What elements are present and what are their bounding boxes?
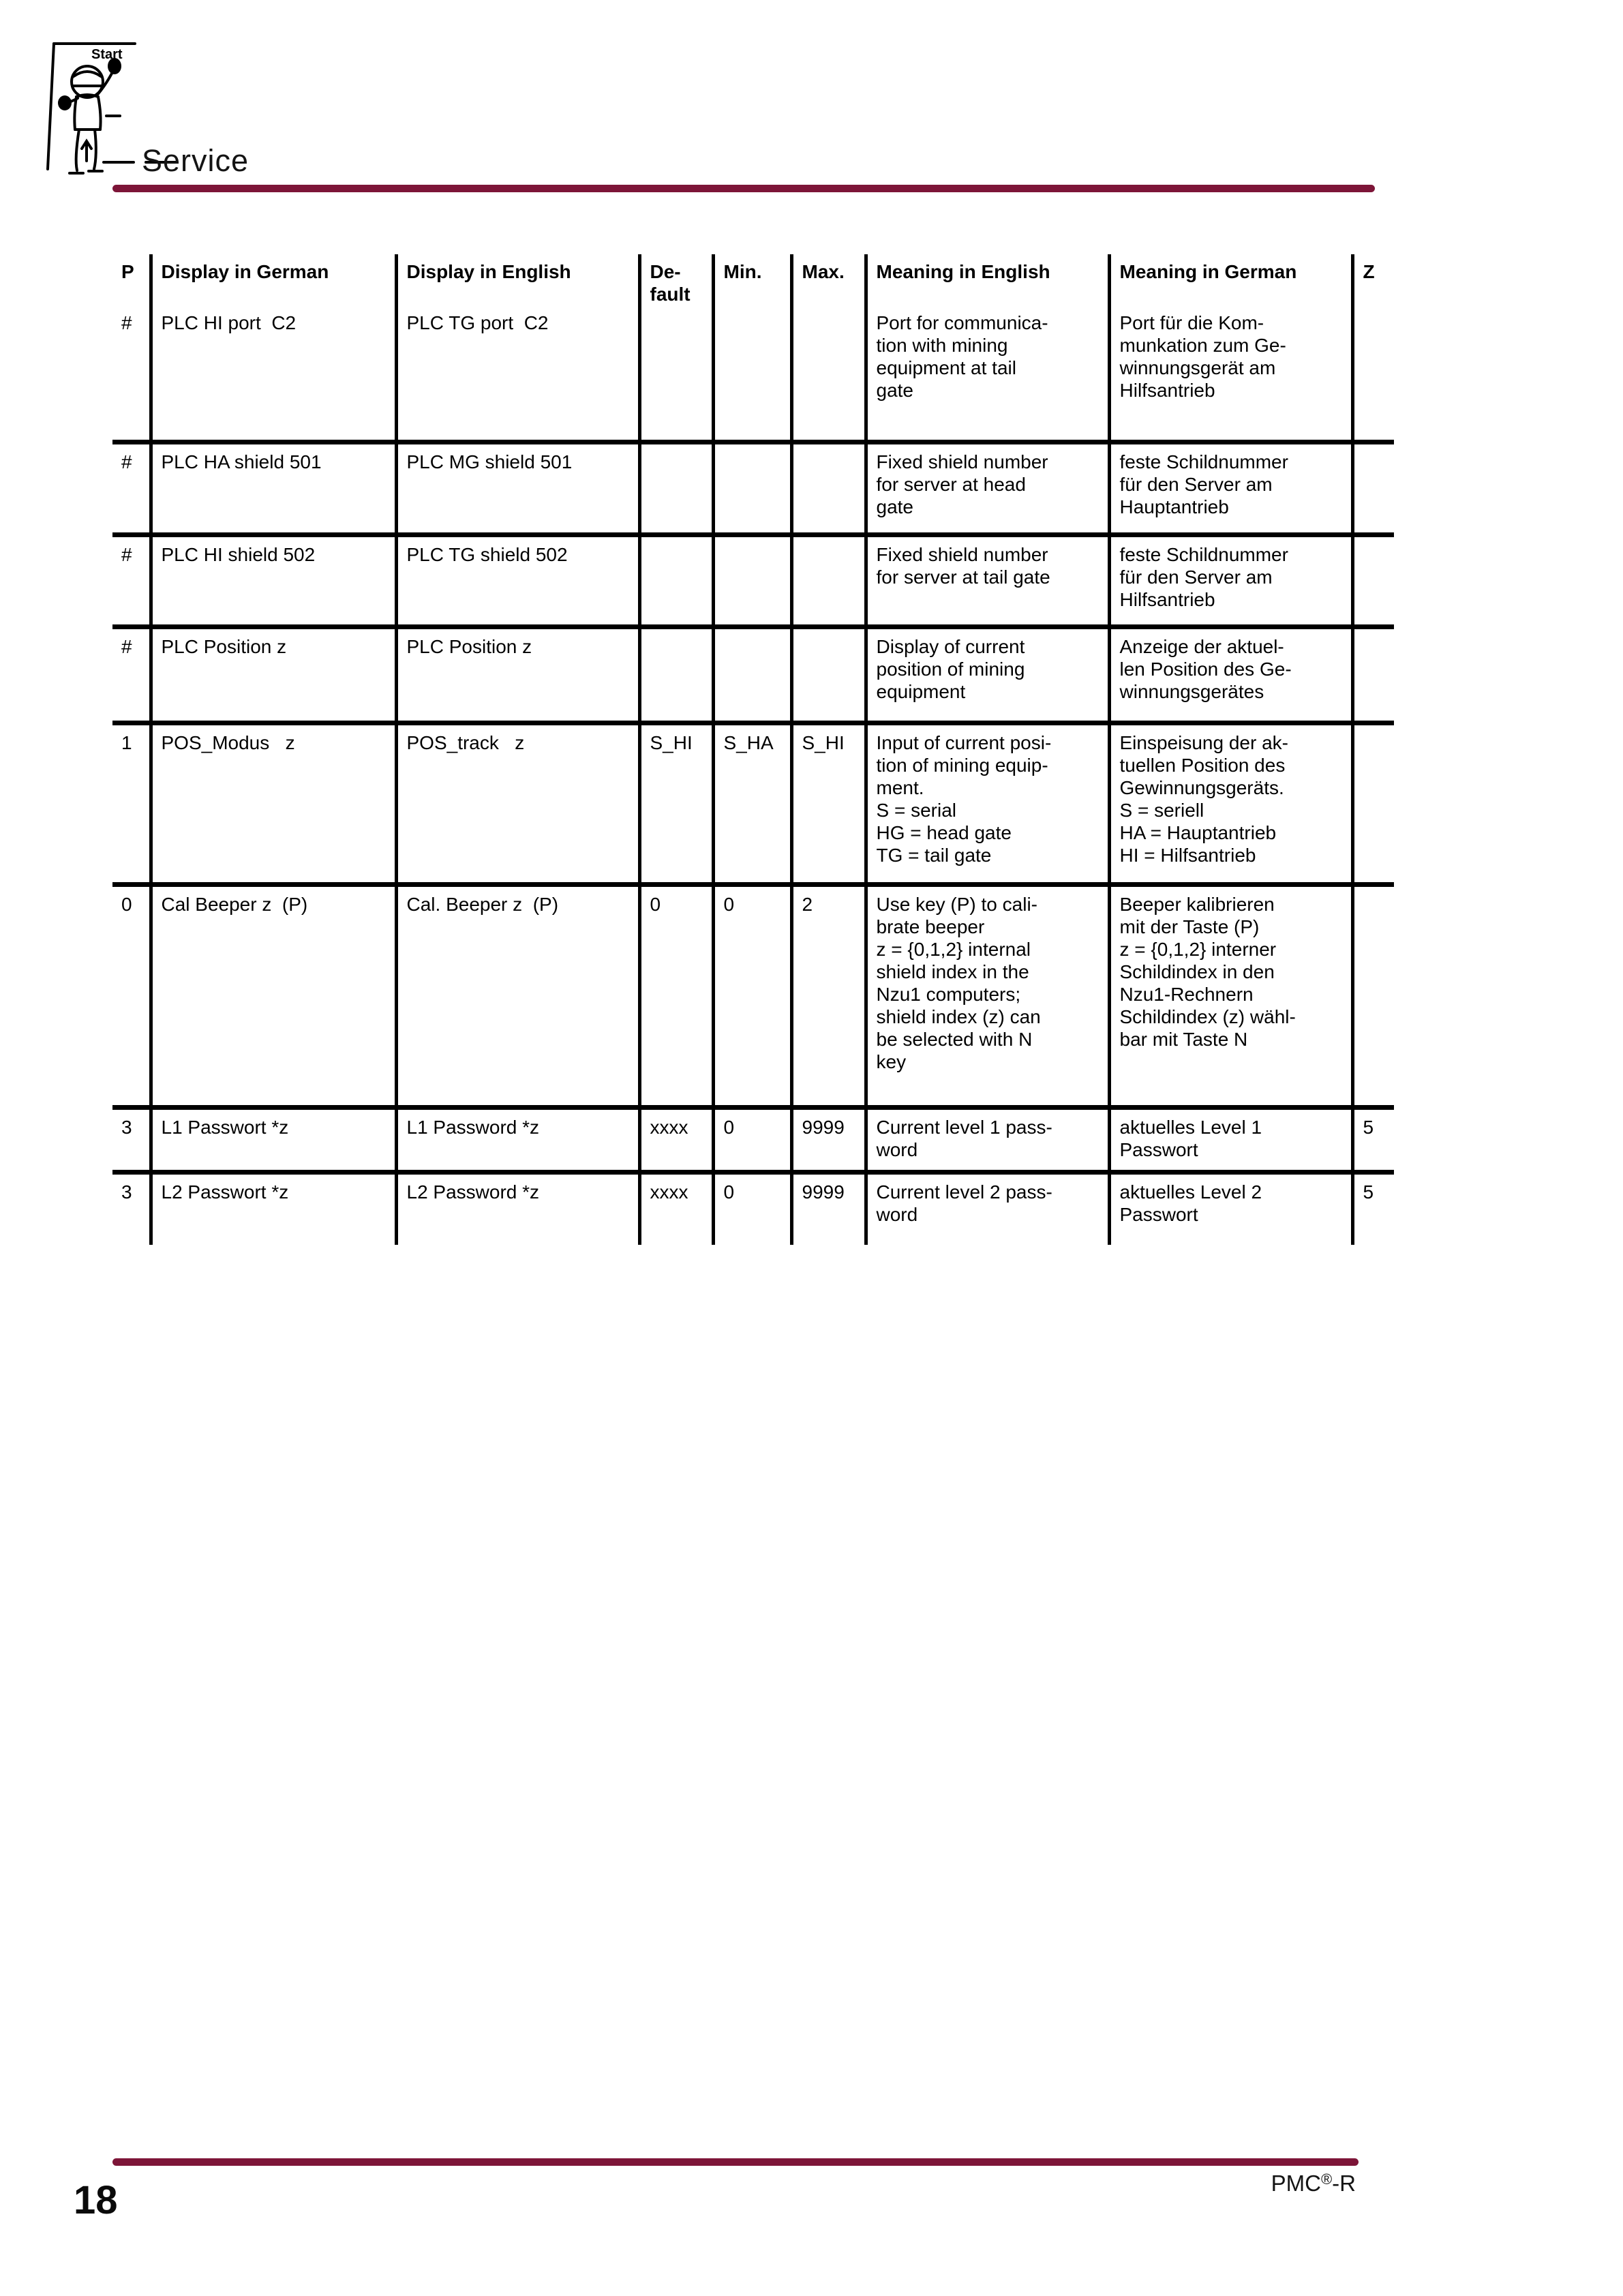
cell-p: 1 [112, 723, 151, 884]
cell-z [1352, 723, 1394, 884]
header-max: Max. [791, 254, 866, 305]
header-display-german: Display in German [151, 254, 396, 305]
cell-meaning-english: Port for communica- tion with mining equipment at tail gate [866, 305, 1109, 442]
cell-max: 9999 [791, 1172, 866, 1245]
cell-default: 0 [639, 884, 713, 1107]
cell-display-english: Cal. Beeper z (P) [396, 884, 639, 1107]
page-title: Service [142, 143, 249, 178]
cell-display-english: POS_track z [396, 723, 639, 884]
cell-meaning-german: Anzeige der aktuel- len Position des Ge- winnungsgerätes [1109, 626, 1352, 723]
cell-p: # [112, 534, 151, 626]
parameter-table [112, 254, 1394, 1245]
cell-min: 0 [713, 884, 791, 1107]
cell-z [1352, 534, 1394, 626]
cell-display-german: PLC Position z [151, 626, 396, 723]
table-row [112, 305, 1394, 442]
registered-trademark-icon: ® [1320, 2171, 1333, 2188]
table-row [112, 534, 1394, 626]
cell-meaning-english: Fixed shield number for server at head gate [866, 442, 1109, 534]
cell-min [713, 305, 791, 442]
header-meaning-english: Meaning in English [866, 254, 1109, 305]
cell-display-english: PLC Position z [396, 626, 639, 723]
cell-max: 2 [791, 884, 866, 1107]
table-header-row [112, 254, 1394, 305]
cell-meaning-english: Use key (P) to cali- brate beeper z = {0,1,2} internal shield index in the Nzu1 computers; shield index (z) can be selected with N key [866, 884, 1109, 1107]
cell-z [1352, 305, 1394, 442]
cell-z: 5 [1352, 1107, 1394, 1172]
header-meaning-german: Meaning in German [1109, 254, 1352, 305]
cell-default [639, 534, 713, 626]
cell-display-english: L2 Password *z [396, 1172, 639, 1245]
cell-meaning-german: aktuelles Level 2 Passwort [1109, 1172, 1352, 1245]
cell-display-german: L2 Passwort *z [151, 1172, 396, 1245]
cell-display-english: PLC TG shield 502 [396, 534, 639, 626]
cell-display-german: L1 Passwort *z [151, 1107, 396, 1172]
cell-max: 9999 [791, 1107, 866, 1172]
cell-display-german: POS_Modus z [151, 723, 396, 884]
cell-display-german: Cal Beeper z (P) [151, 884, 396, 1107]
cell-min: 0 [713, 1172, 791, 1245]
cell-p: # [121, 312, 132, 333]
cell-meaning-german: Port für die Kom- munkation zum Ge- winnungsgerät am Hilfsantrieb [1109, 305, 1352, 442]
table-row [112, 1107, 1394, 1172]
cell-max [791, 534, 866, 626]
cell-max [791, 442, 866, 534]
cell-default [639, 442, 713, 534]
cell-display-english: PLC MG shield 501 [396, 442, 639, 534]
header-rule [112, 185, 1375, 192]
cell-meaning-german: aktuelles Level 1 Passwort [1109, 1107, 1352, 1172]
product-mark [1271, 2171, 1356, 2196]
cell-display-german: PLC HI port C2 [151, 305, 396, 442]
product-suffix: -R [1332, 2171, 1356, 2196]
cell-p: # [112, 626, 151, 723]
footer-rule [112, 2158, 1359, 2166]
cell-display-german: PLC HA shield 501 [151, 442, 396, 534]
table-row [112, 884, 1394, 1107]
cell-meaning-english: Display of current position of mining equipment [866, 626, 1109, 723]
header-z: Z [1352, 254, 1394, 305]
product-name: PMC [1271, 2171, 1321, 2196]
table-row [112, 723, 1394, 884]
cell-meaning-english: Current level 2 pass- word [866, 1172, 1109, 1245]
cell-min [713, 534, 791, 626]
header-min: Min. [713, 254, 791, 305]
header-default: De- fault [639, 254, 713, 305]
cell-z: 5 [1352, 1172, 1394, 1245]
table-row [112, 1172, 1394, 1245]
table-row [112, 626, 1394, 723]
cell-display-english: L1 Password *z [396, 1107, 639, 1172]
cell-p: 3 [112, 1107, 151, 1172]
cell-default: xxxx [639, 1172, 713, 1245]
cell-default [639, 626, 713, 723]
cell-meaning-english: Input of current posi- tion of mining equip- ment. S = serial HG = head gate TG = tail gate [866, 723, 1109, 884]
cell-display-english: PLC TG port C2 [396, 305, 639, 442]
cell-meaning-english: Current level 1 pass- word [866, 1107, 1109, 1172]
cell-min [713, 442, 791, 534]
cell-min: 0 [713, 1107, 791, 1172]
cell-p: # [112, 442, 151, 534]
cell-max: S_HI [791, 723, 866, 884]
cell-min [713, 626, 791, 723]
cell-meaning-german: feste Schildnummer für den Server am Hauptantrieb [1109, 442, 1352, 534]
cell-meaning-english: Fixed shield number for server at tail gate [866, 534, 1109, 626]
cell-meaning-german: feste Schildnummer für den Server am Hilfsantrieb [1109, 534, 1352, 626]
header-p: P [121, 261, 134, 282]
start-label: Start [91, 47, 123, 62]
header-display-english: Display in English [396, 254, 639, 305]
cell-max [791, 305, 866, 442]
cell-z [1352, 626, 1394, 723]
cell-meaning-german: Beeper kalibrieren mit der Taste (P) z = {0,1,2} interner Schildindex in den Nzu1-Rechnern Schildindex (z) wähl- bar mit Taste N [1109, 884, 1352, 1107]
cell-max [791, 626, 866, 723]
cell-default [639, 305, 713, 442]
cell-default: S_HI [639, 723, 713, 884]
cell-meaning-german: Einspeisung der ak- tuellen Position des Gewinnungsgeräts. S = seriell HA = Hauptantrieb HI = Hilfsantrieb [1109, 723, 1352, 884]
cell-p: 0 [112, 884, 151, 1107]
cell-z [1352, 442, 1394, 534]
table-row [112, 442, 1394, 534]
cell-min: S_HA [713, 723, 791, 884]
cell-display-german: PLC HI shield 502 [151, 534, 396, 626]
cell-default: xxxx [639, 1107, 713, 1172]
page-number: 18 [74, 2178, 118, 2222]
cell-p: 3 [112, 1172, 151, 1245]
cell-z [1352, 884, 1394, 1107]
